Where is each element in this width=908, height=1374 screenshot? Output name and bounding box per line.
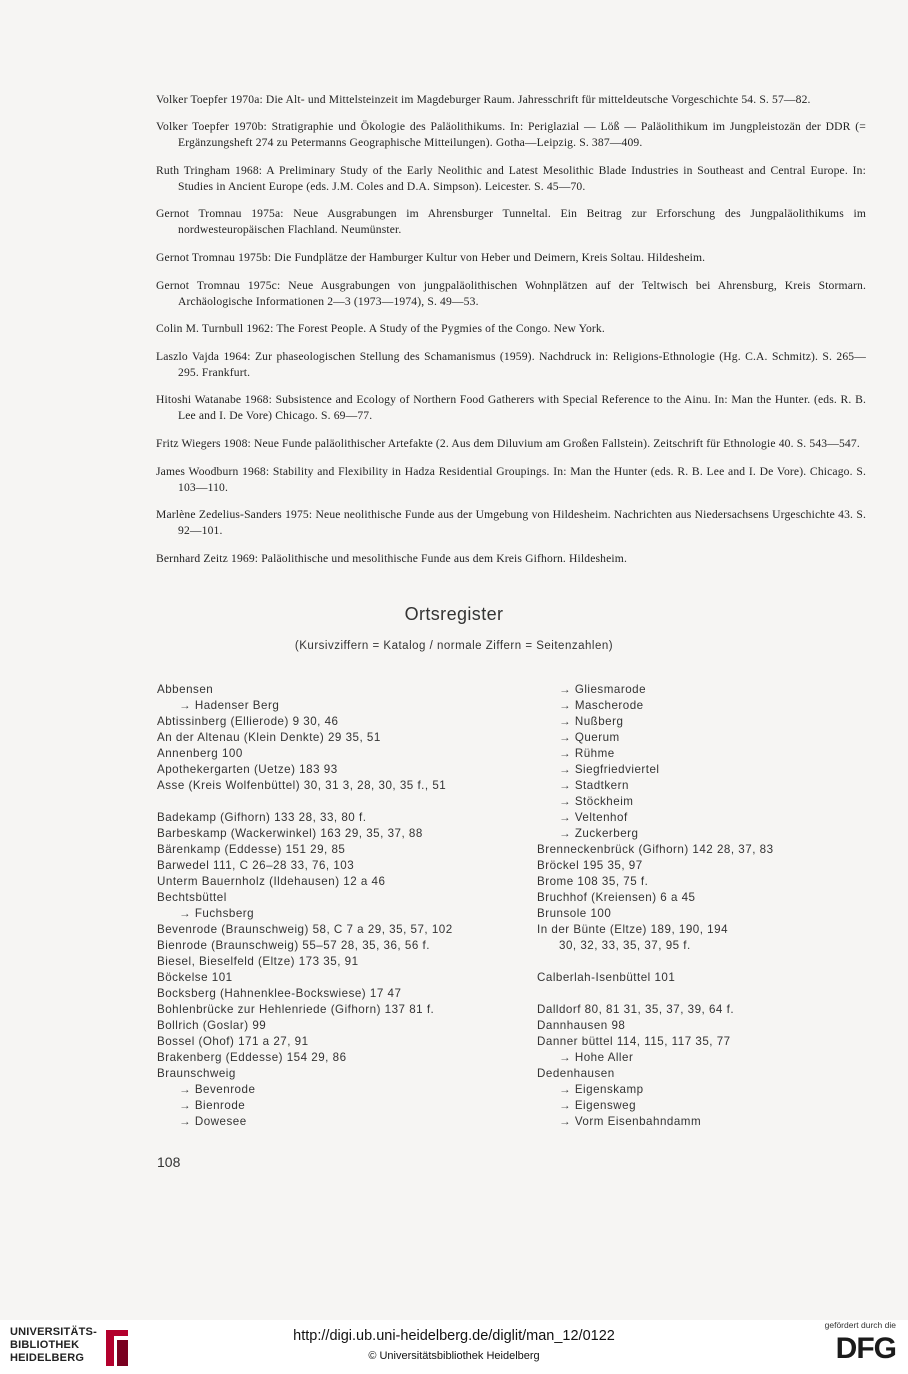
bib-entry: James Woodburn 1968: Stability and Flexibility in Hadza Residential Groupings. In: Man the Hunter (eds. R. B. Lee and I. De Vore). Chicago. S. 103—110. bbox=[156, 464, 866, 494]
bib-entry: Gernot Tromnau 1975c: Neue Ausgrabungen von jungpaläolithischen Wohnplätzen auf der Teltwisch bei Ahrensburg, Kreis Stormarn. Archäologische Informationen 2—3 (1973—1974), S. 49—53. bbox=[156, 278, 866, 308]
index-entry bbox=[157, 794, 517, 810]
bib-entry: Gernot Tromnau 1975b: Die Fundplätze der Hamburger Kultur von Heber und Deimern, Kreis Soltau. Hildesheim. bbox=[156, 250, 706, 264]
index-entry: → Mascherode bbox=[559, 699, 644, 712]
index-entry: → Veltenhof bbox=[559, 811, 628, 824]
copyright-notice: © Universitätsbibliothek Heidelberg bbox=[368, 1350, 540, 1362]
index-entry: Bärenkamp (Eddesse) 151 29, 85 bbox=[157, 843, 346, 856]
index-entry: Badekamp (Gifhorn) 133 28, 33, 80 f. bbox=[157, 811, 367, 824]
index-entry: → Eigenskamp bbox=[559, 1083, 644, 1096]
bib-entry: Laszlo Vajda 1964: Zur phaseologischen Stellung des Schamanismus (1959). Nachdruck in: Religions-Ethnologie (Hg. C.A. Schmitz). S. 265—295. Frankfurt. bbox=[156, 349, 866, 379]
index-entry: Brenneckenbrück (Gifhorn) 142 28, 37, 83 bbox=[537, 843, 774, 856]
index-entry: → Stadtkern bbox=[559, 779, 629, 792]
index-entry: → Querum bbox=[559, 731, 620, 744]
index-entry: Abtissinberg (Ellierode) 9 30, 46 bbox=[157, 715, 339, 728]
index-entry: → Dowesee bbox=[179, 1115, 247, 1128]
section-subtitle: (Kursivziffern = Katalog / normale Ziffern = Seitenzahlen) bbox=[294, 640, 614, 652]
index-entry: Brome 108 35, 75 f. bbox=[537, 875, 649, 888]
index-entry: Bocksberg (Hahnenklee-Bockswiese) 17 47 bbox=[157, 987, 402, 1000]
index-entry: Böckelse 101 bbox=[157, 971, 233, 984]
library-name-line: UNIVERSITÄTS- bbox=[10, 1326, 97, 1338]
index-entry: Bevenrode (Braunschweig) 58, C 7 a 29, 35, 57, 102 bbox=[157, 923, 453, 936]
index-entry: Bröckel 195 35, 97 bbox=[537, 859, 643, 872]
index-entry: Asse (Kreis Wolfenbüttel) 30, 31 3, 28, 30, 35 f., 51 bbox=[157, 779, 447, 792]
index-entry: → Fuchsberg bbox=[179, 907, 255, 920]
index-entry: Dalldorf 80, 81 31, 35, 37, 39, 64 f. bbox=[537, 1003, 735, 1016]
index-entry: Bohlenbrücke zur Hehlenriede (Gifhorn) 137 81 f. bbox=[157, 1003, 435, 1016]
index-entry: Bienrode (Braunschweig) 55–57 28, 35, 36, 56 f. bbox=[157, 939, 430, 952]
index-entry: Bossel (Ohof) 171 a 27, 91 bbox=[157, 1035, 309, 1048]
index-entry: An der Altenau (Klein Denkte) 29 35, 51 bbox=[157, 731, 381, 744]
bib-entry: Hitoshi Watanabe 1968: Subsistence and Ecology of Northern Food Gatherers with Special Reference to the Ainu. In: Man the Hunter. (eds. R. B. Lee and I. De Vore) Chicago. S. 69—77. bbox=[156, 393, 866, 423]
index-entry: → Nußberg bbox=[559, 715, 624, 728]
bib-entry: Bernhard Zeitz 1969: Paläolithische und mesolithische Funde aus dem Kreis Gifhorn. Hildesheim. bbox=[156, 551, 627, 565]
index-entry: Dedenhausen bbox=[537, 1067, 615, 1080]
index-entry: Bechtsbüttel bbox=[157, 891, 227, 904]
index-entry: → Siegfriedviertel bbox=[559, 763, 660, 776]
index-entry: → Bienrode bbox=[179, 1099, 246, 1112]
dfg-logo: DFG bbox=[835, 1332, 896, 1365]
index-entry: Brakenberg (Eddesse) 154 29, 86 bbox=[157, 1051, 347, 1064]
index-entry: 30, 32, 33, 35, 37, 95 f. bbox=[559, 939, 691, 952]
index-entry: Dannhausen 98 bbox=[537, 1019, 626, 1032]
bib-entry: Gernot Tromnau 1975a: Neue Ausgrabungen im Ahrensburger Tunneltal. Ein Beitrag zur Erforschung des Jungpaläolithikums im nordwesteuropäischen Flachland. Neumünster. bbox=[156, 207, 866, 237]
index-entry: → Eigensweg bbox=[559, 1099, 637, 1112]
index-entry: Danner büttel 114, 115, 117 35, 77 bbox=[537, 1035, 731, 1048]
viewer-footer bbox=[0, 1320, 908, 1374]
bib-entry: Volker Toepfer 1970b: Stratigraphie und Ökologie des Paläolithikums. In: Periglazial — Löß — Paläolithikum im Jungpleistozän der DDR (= Ergänzungsheft 274 zu Petermanns Geographische Mitteilungen). Gotha—Leipzig. S. 387—409. bbox=[156, 120, 866, 150]
library-name-line: BIBLIOTHEK bbox=[10, 1339, 80, 1351]
index-entry: Braunschweig bbox=[157, 1067, 236, 1080]
bib-entry: Colin M. Turnbull 1962: The Forest People. A Study of the Pygmies of the Congo. New York. bbox=[156, 322, 605, 336]
index-entry: → Vorm Eisenbahndamm bbox=[559, 1115, 702, 1128]
page-number: 108 bbox=[157, 1154, 181, 1170]
permalink[interactable]: http://digi.ub.uni-heidelberg.de/diglit/man_12/0122 bbox=[293, 1328, 615, 1344]
index-entry: Apothekergarten (Uetze) 183 93 bbox=[157, 763, 338, 776]
index-entry: → Bevenrode bbox=[179, 1083, 256, 1096]
index-entry: Brunsole 100 bbox=[537, 907, 612, 920]
index-entry: Biesel, Bieselfeld (Eltze) 173 35, 91 bbox=[157, 955, 359, 968]
index-entry: Unterm Bauernholz (Ildehausen) 12 a 46 bbox=[157, 875, 386, 888]
index-entry: Bruchhof (Kreiensen) 6 a 45 bbox=[537, 891, 696, 904]
index-column-left bbox=[157, 682, 517, 1130]
index-entry bbox=[537, 986, 857, 1002]
index-entry: → Rühme bbox=[559, 747, 615, 760]
index-entry: → Zuckerberg bbox=[559, 827, 639, 840]
bibliography bbox=[156, 80, 866, 572]
index-entry: → Hohe Aller bbox=[559, 1051, 634, 1064]
index-entry: → Hadenser Berg bbox=[179, 699, 280, 712]
library-name-line: HEIDELBERG bbox=[10, 1352, 85, 1364]
funding-note: gefördert durch die bbox=[824, 1320, 896, 1330]
index-entry: Barwedel 111, C 26–28 33, 76, 103 bbox=[157, 859, 355, 872]
section-title: Ortsregister bbox=[404, 604, 504, 624]
index-entry bbox=[537, 954, 857, 970]
index-entry: Calberlah-Isenbüttel 101 bbox=[537, 971, 676, 984]
index-entry: Barbeskamp (Wackerwinkel) 163 29, 35, 37, 88 bbox=[157, 827, 423, 840]
bib-entry: Marlène Zedelius-Sanders 1975: Neue neolithische Funde aus der Umgebung von Hildesheim. Nachrichten aus Niedersachsens Urgeschichte 43. S. 92—101. bbox=[156, 508, 866, 538]
index-entry: Abbensen bbox=[157, 683, 214, 696]
index-column-right bbox=[537, 682, 857, 1130]
index-entry: Bollrich (Goslar) 99 bbox=[157, 1019, 267, 1032]
index-entry: In der Bünte (Eltze) 189, 190, 194 bbox=[537, 923, 729, 936]
bib-entry: Volker Toepfer 1970a: Die Alt- und Mittelsteinzeit im Magdeburger Raum. Jahresschrift für mitteldeutsche Vorgeschichte 54. S. 57—82. bbox=[156, 92, 811, 106]
index-entry: → Gliesmarode bbox=[559, 683, 647, 696]
index-entry: Annenberg 100 bbox=[157, 747, 243, 760]
bib-entry: Ruth Tringham 1968: A Preliminary Study of the Early Neolithic and Latest Mesolithic Blade Industries in Southeast and Central Europe. In: Studies in Ancient Europe (eds. J.M. Coles and D.A. Simpson). Leicester. S. 45—70. bbox=[156, 163, 866, 193]
bib-entry: Fritz Wiegers 1908: Neue Funde paläolithischer Artefakte (2. Aus dem Diluvium am Großen Fallstein). Zeitschrift für Ethnologie 40. S. 543—547. bbox=[156, 436, 860, 450]
index-entry: → Stöckheim bbox=[559, 795, 634, 808]
funder-logo[interactable] bbox=[806, 1320, 896, 1374]
